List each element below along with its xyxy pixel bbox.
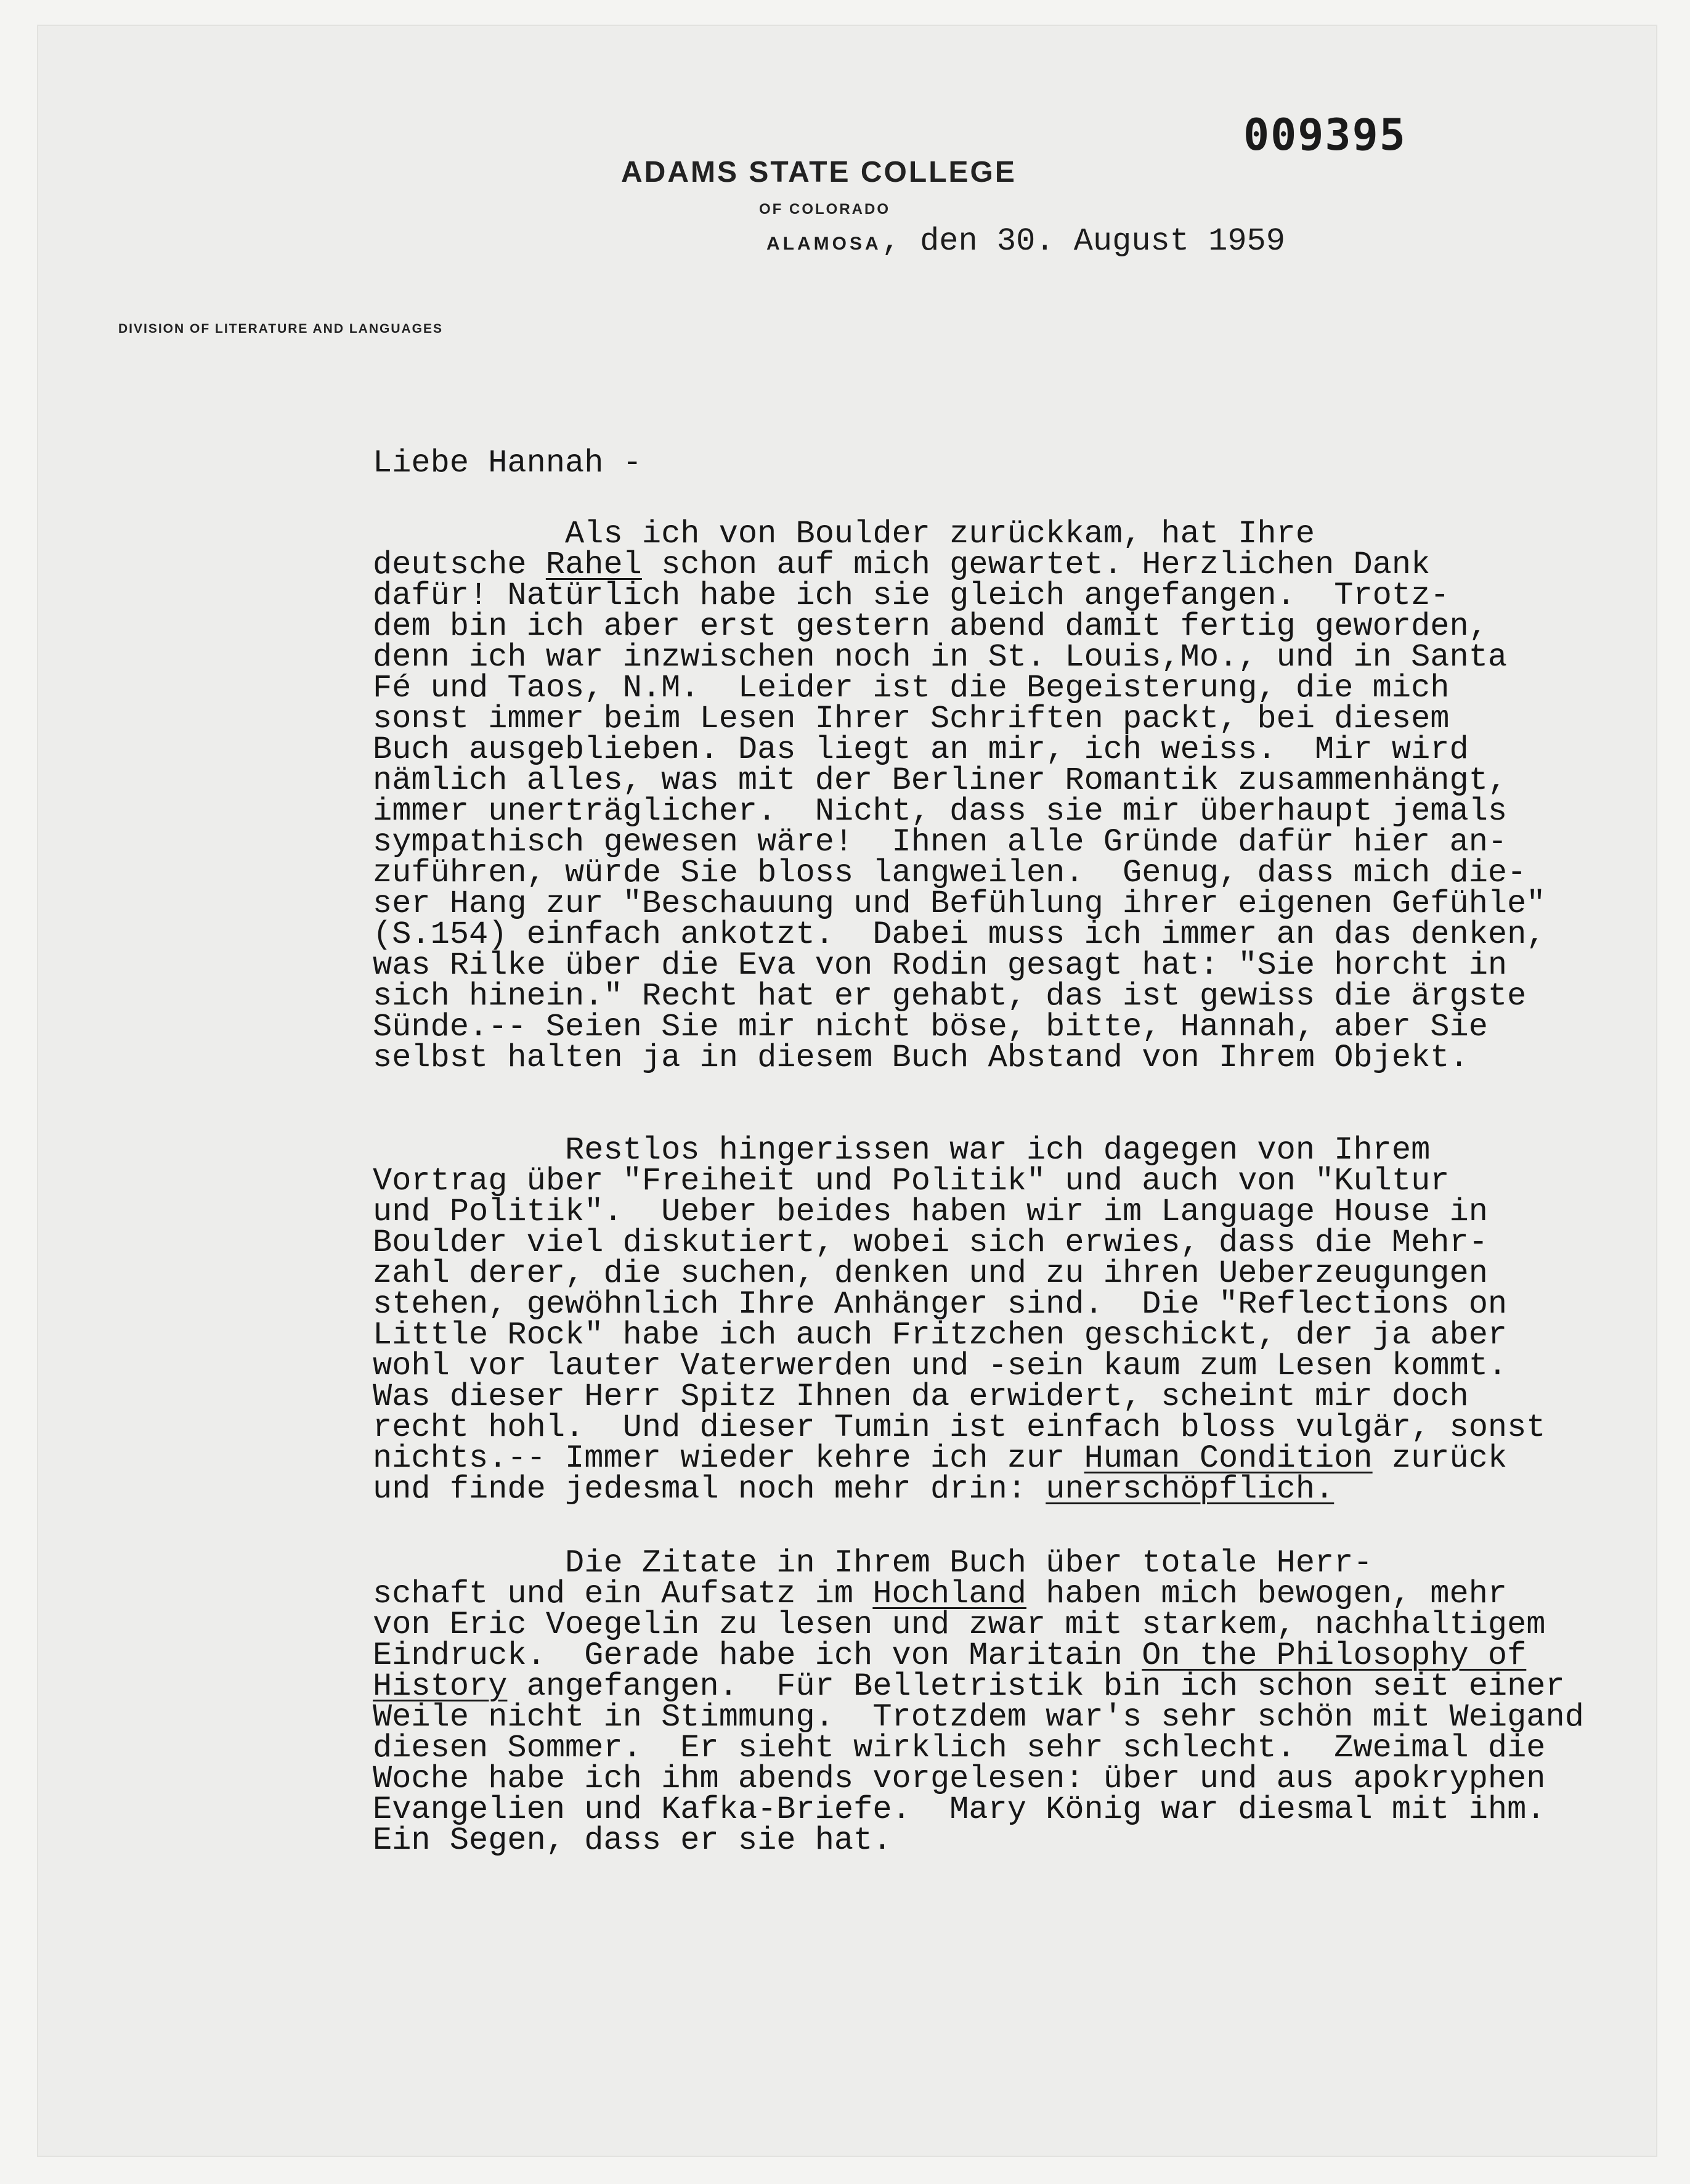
text-line: sympathisch gewesen wäre! Ihnen alle Gründe dafür hier an- — [373, 824, 1508, 860]
dateline — [766, 223, 1285, 259]
college-name: ADAMS STATE COLLEGE — [621, 156, 1017, 189]
text-line: denn ich war inzwischen noch in St. Louis,Mo., und in Santa — [373, 639, 1508, 675]
text-line: nämlich alles, was mit der Berliner Romantik zusammenhängt, — [373, 762, 1508, 799]
text-line: und finde jedesmal noch mehr drin: unerschöpflich. — [373, 1471, 1335, 1507]
text-line: Eindruck. Gerade habe ich von Maritain On the Philosophy of — [373, 1637, 1527, 1674]
text-line: Vortrag über "Freiheit und Politik" und auch von "Kultur — [373, 1163, 1450, 1199]
text-line: Die Zitate in Ihrem Buch über totale Herr- — [373, 1545, 1373, 1581]
text-line: ser Hang zur "Beschauung und Befühlung ihrer eigenen Gefühle" — [373, 886, 1546, 922]
text-line: was Rilke über die Eva von Rodin gesagt hat: "Sie horcht in — [373, 947, 1508, 984]
text-line: recht hohl. Und dieser Tumin ist einfach bloss vulgär, sonst — [373, 1409, 1546, 1446]
text-line: (S.154) einfach ankotzt. Dabei muss ich immer an das denken, — [373, 916, 1546, 953]
text-line: zuführen, würde Sie bloss langweilen. Genug, dass mich die- — [373, 855, 1527, 891]
text-line: sich hinein." Recht hat er gehabt, das ist gewiss die ärgste — [373, 978, 1527, 1014]
paragraph-3 — [373, 1545, 1584, 1859]
text-line: nichts.-- Immer wieder kehre ich zur Human Condition zurück — [373, 1440, 1508, 1477]
text-line: und Politik". Ueber beides haben wir im Language House in — [373, 1194, 1488, 1230]
book-title-philosophy: On the Philosophy of — [1142, 1637, 1527, 1674]
text-line: Boulder viel diskutiert, wobei sich erwies, dass die Mehr- — [373, 1224, 1488, 1261]
text-line: Restlos hingerissen war ich dagegen von Ihrem — [373, 1132, 1431, 1168]
salutation: Liebe Hannah - — [373, 445, 642, 481]
text-line: Buch ausgeblieben. Das liegt an mir, ich weiss. Mir wird — [373, 731, 1469, 768]
letter-date: , den 30. August 1959 — [881, 223, 1285, 259]
text-line: Evangelien und Kafka-Briefe. Mary König war diesmal mit ihm. — [373, 1791, 1546, 1828]
underlined-word: unerschöpflich. — [1046, 1471, 1335, 1507]
text-line: dem bin ich aber erst gestern abend damit fertig geworden, — [373, 608, 1488, 645]
text-line: immer unerträglicher. Nicht, dass sie mir überhaupt jemals — [373, 793, 1508, 829]
journal-title-hochland: Hochland — [872, 1576, 1026, 1612]
text-line: Weile nicht in Stimmung. Trotzdem war's sehr schön mit Weigand — [373, 1699, 1584, 1735]
text-line: dafür! Natürlich habe ich sie gleich angefangen. Trotz- — [373, 577, 1450, 614]
text-line: sonst immer beim Lesen Ihrer Schriften packt, bei diesem — [373, 701, 1450, 737]
text-line: Sünde.-- Seien Sie mir nicht böse, bitte, Hannah, aber Sie — [373, 1009, 1488, 1045]
text-line: zahl derer, die suchen, denken und zu ihren Ueberzeugungen — [373, 1255, 1488, 1292]
text-line: selbst halten ja in diesem Buch Abstand von Ihrem Objekt. — [373, 1040, 1469, 1076]
text-line: Als ich von Boulder zurückkam, hat Ihre — [373, 516, 1315, 552]
text-line: wohl vor lauter Vaterwerden und -sein kaum zum Lesen kommt. — [373, 1348, 1508, 1384]
college-state: OF COLORADO — [759, 201, 890, 218]
text-line: Little Rock" habe ich auch Fritzchen geschickt, der ja aber — [373, 1317, 1508, 1353]
division-name: DIVISION OF LITERATURE AND LANGUAGES — [118, 322, 444, 336]
paragraph-2 — [373, 1132, 1580, 1507]
text-line: schaft und ein Aufsatz im Hochland haben mich bewogen, mehr — [373, 1576, 1508, 1612]
text-line: Was dieser Herr Spitz Ihnen da erwidert, scheint mir doch — [373, 1379, 1469, 1415]
book-title-history: History — [373, 1668, 508, 1705]
text-line: stehen, gewöhnlich Ihre Anhänger sind. Die "Reflections on — [373, 1286, 1508, 1322]
text-line: diesen Sommer. Er sieht wirklich sehr schlecht. Zweimal die — [373, 1730, 1546, 1766]
text-line: deutsche Rahel schon auf mich gewartet. Herzlichen Dank — [373, 547, 1431, 583]
text-line: von Eric Voegelin zu lesen und zwar mit starkem, nachhaltigem — [373, 1607, 1546, 1643]
document-number: 009395 — [1243, 110, 1407, 160]
text-line: Fé und Taos, N.M. Leider ist die Begeisterung, die mich — [373, 670, 1450, 706]
paragraph-1 — [373, 516, 1580, 1076]
text-line: History angefangen. Für Belletristik bin ich schon seit einer — [373, 1668, 1565, 1705]
book-title-rahel: Rahel — [545, 547, 642, 583]
text-line: Woche habe ich ihm abends vorgelesen: über und aus apokryphen — [373, 1761, 1546, 1797]
book-title-human-condition: Human Condition — [1084, 1440, 1373, 1477]
text-line: Ein Segen, dass er sie hat. — [373, 1822, 892, 1859]
city: ALAMOSA — [766, 234, 882, 254]
